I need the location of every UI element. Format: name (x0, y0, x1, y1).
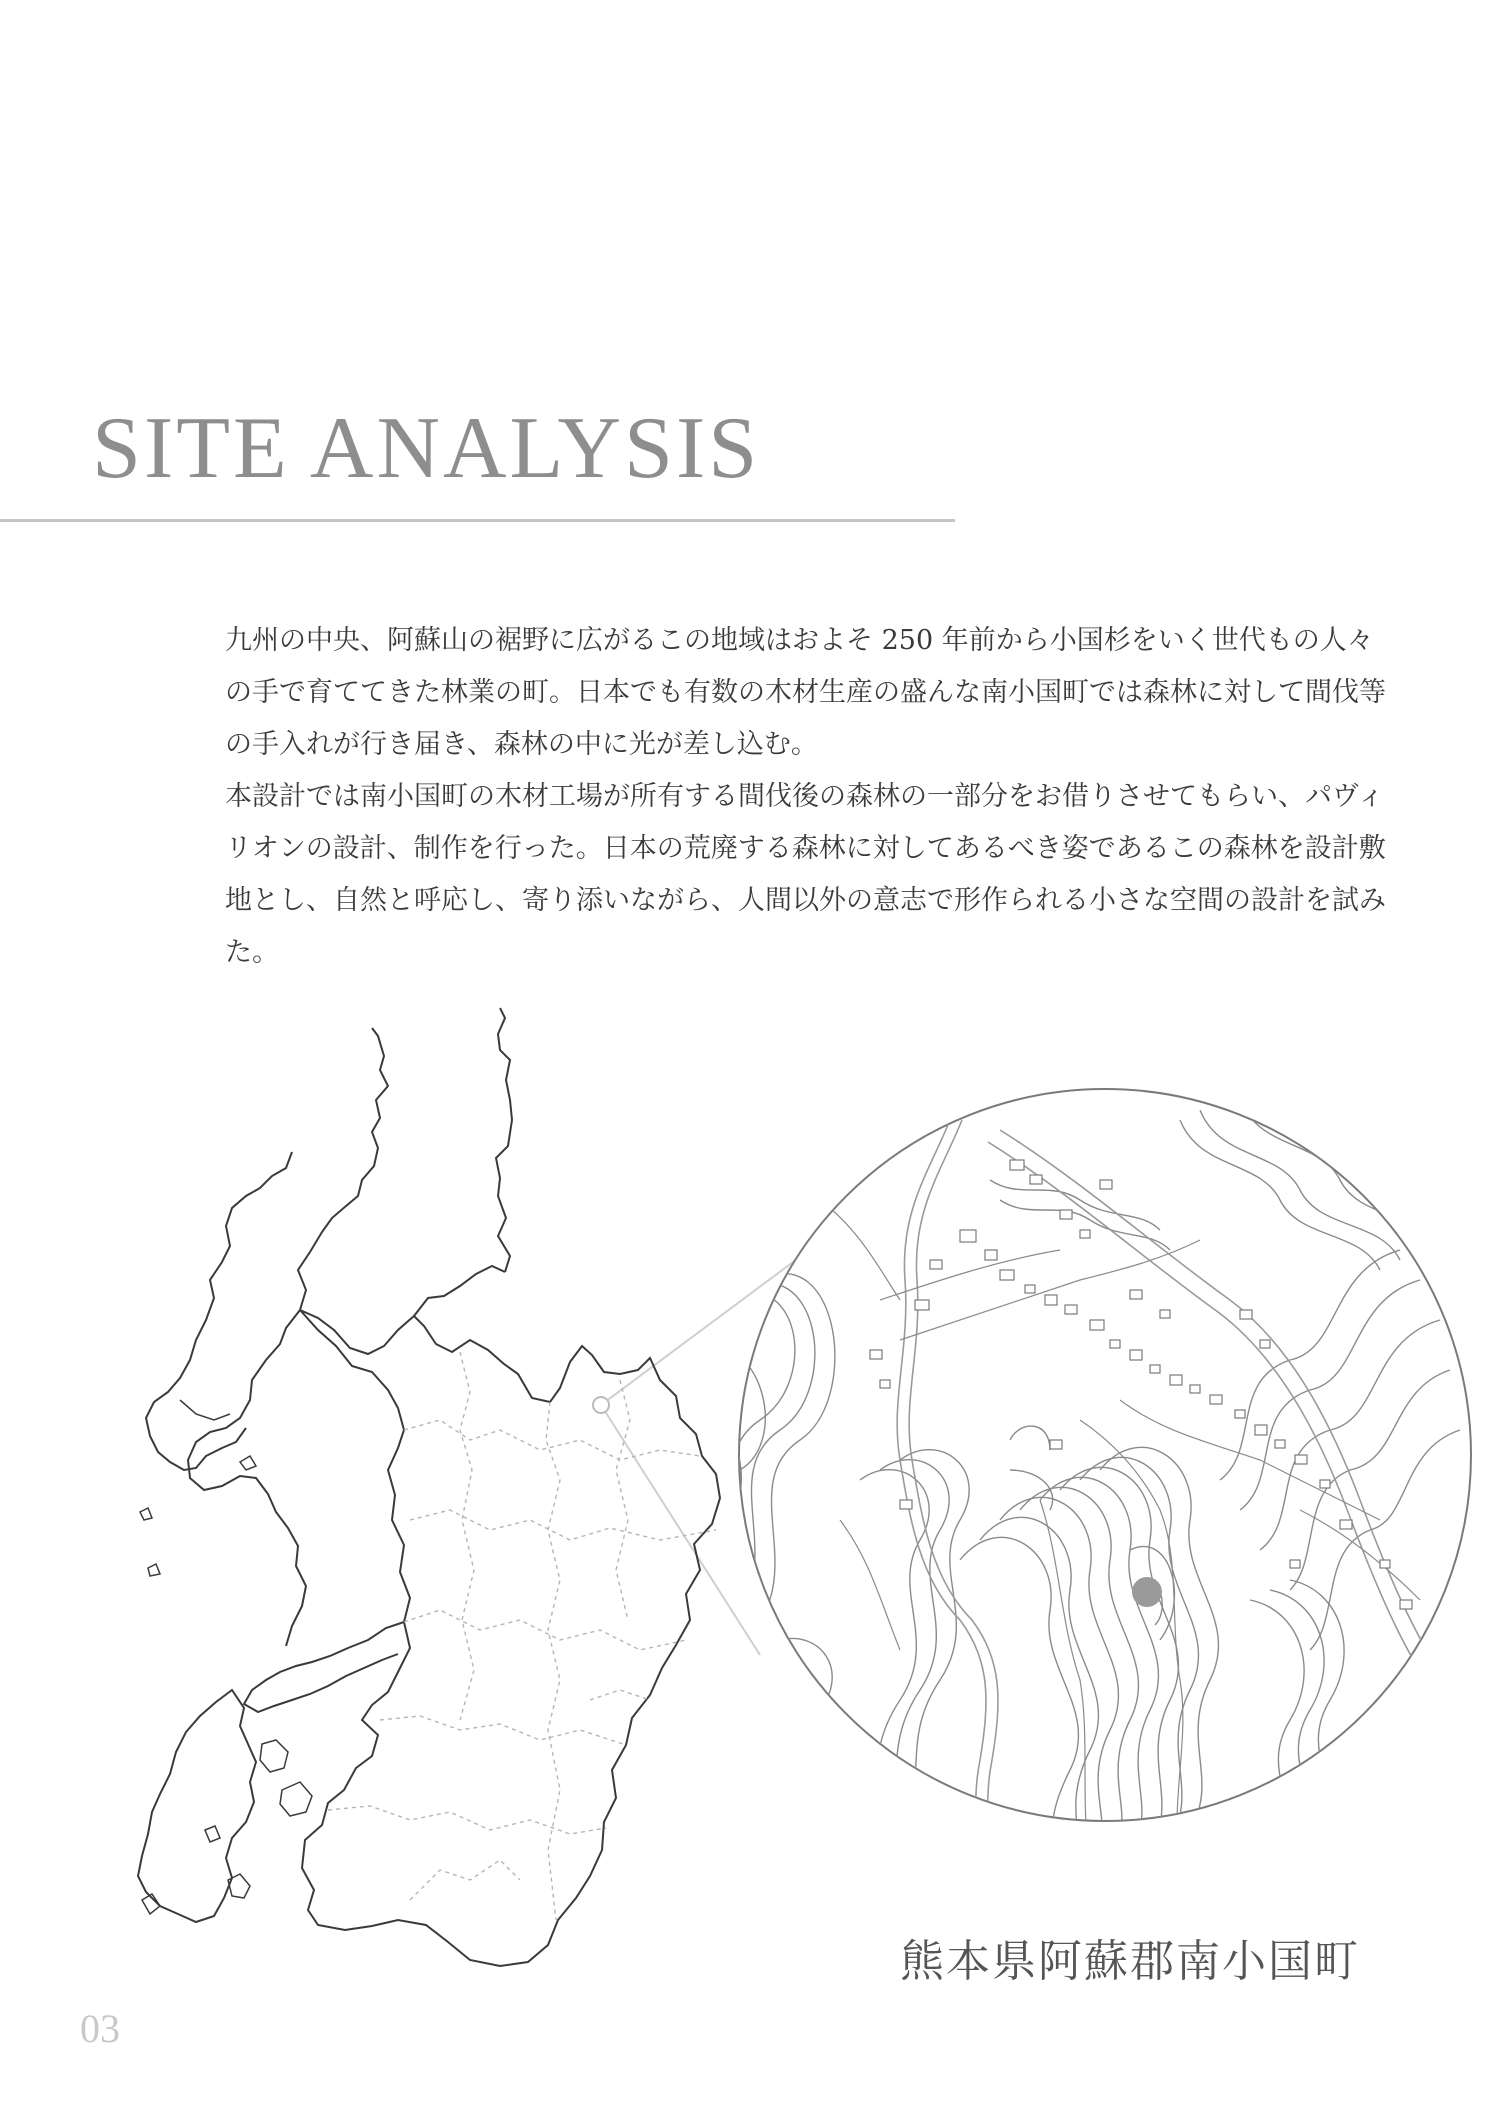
island-small-6 (140, 1508, 152, 1520)
bay-coastline (188, 1310, 306, 1646)
kumamoto-prefecture-map (138, 1008, 720, 1966)
site-marker-dot (1132, 1577, 1162, 1607)
peninsula-coast (146, 1152, 292, 1470)
northern-border-link (414, 1266, 505, 1316)
site-detail-map (690, 1089, 1471, 1860)
prefecture-coastline (300, 1310, 720, 1966)
island-small-7 (148, 1564, 160, 1576)
island-large (138, 1690, 256, 1922)
bay-inlet (180, 1400, 230, 1420)
location-caption: 熊本県阿蘇郡南小国町 (900, 1936, 1360, 1987)
detail-map-frame (739, 1089, 1471, 1821)
island-small-3 (228, 1874, 250, 1898)
island-small-5 (205, 1826, 220, 1842)
island-small-2 (280, 1782, 312, 1816)
site-location-marker (593, 1397, 609, 1413)
municipal-boundaries (328, 1352, 716, 1920)
island-small-8 (240, 1456, 256, 1470)
description-paragraph: 九州の中央、阿蘇山の裾野に広がるこの地域はおよそ 250 年前から小国杉をいく世代もの人々の手で育ててきた林業の町。日本でも有数の木材生産の盛んな南小国町では森林に対して間伐等の手入れが行き届き、森林の中に光が差し込む。 (225, 625, 1386, 760)
northern-border-line (298, 1028, 388, 1310)
description-paragraph: 本設計では南小国町の木材工場が所有する間伐後の森林の一部分をお借りさせてもらい、パヴィリオンの設計、制作を行った。日本の荒廃する森林に対してあるべき姿であるこの森林を設計敷地とし、自然と呼応し、寄り添いながら、人間以外の意志で形作られる小さな空間の設計を試みた。 (225, 781, 1386, 968)
island-small-1 (260, 1740, 288, 1772)
page-title: SITE ANALYSIS (92, 400, 761, 497)
northern-border-line-2 (496, 1008, 512, 1272)
page-number: 03 (80, 2006, 120, 2051)
